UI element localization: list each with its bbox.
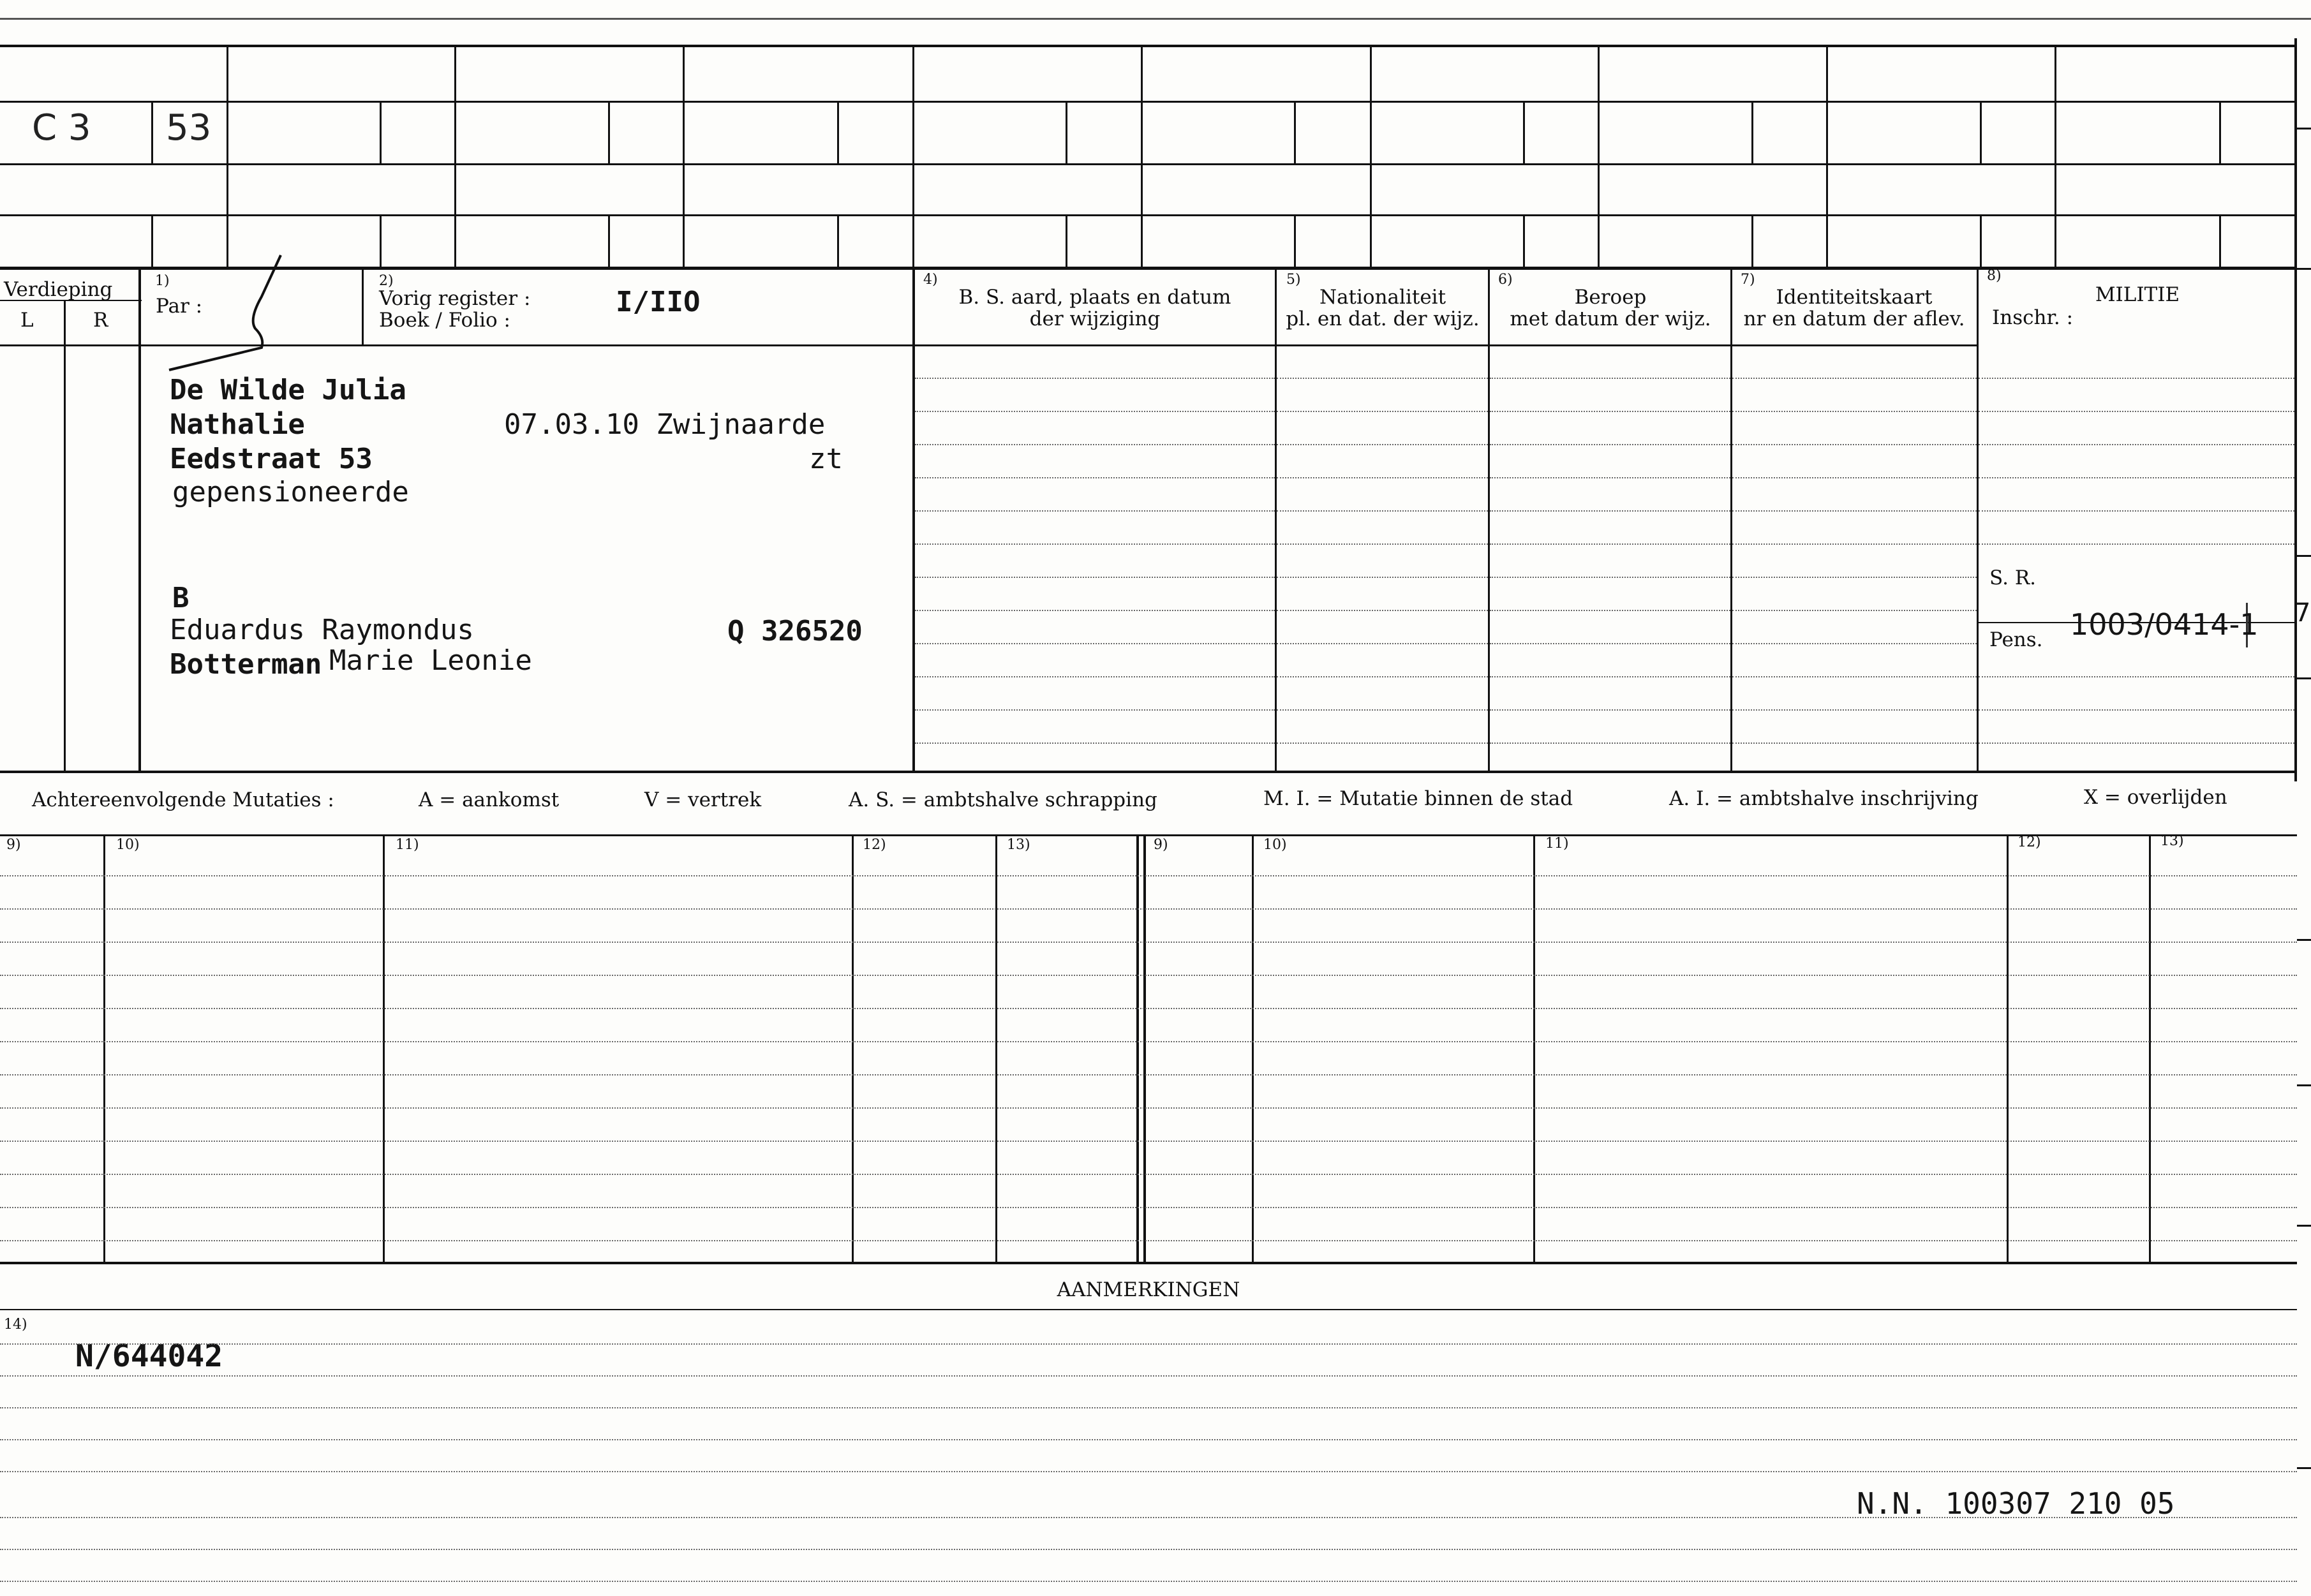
identiteitskaart-line1: Identiteitskaart (1776, 286, 1933, 309)
field-number-1: 1) (155, 273, 170, 289)
par-label: Par : (156, 295, 203, 318)
birth-date-place: 07.03.10 Zwijnaarde (504, 408, 826, 441)
mutation-col-12-left: 12) (863, 837, 886, 853)
parents-marker: B (172, 582, 189, 614)
mutation-col-10-right: 10) (1263, 837, 1287, 853)
mutation-legend-v: V = vertrek (644, 788, 762, 811)
grid-cell-section: C 3 (32, 107, 91, 149)
identiteitskaart-line2: nr en datum der aflev. (1743, 307, 1965, 330)
id-code: Q 326520 (727, 615, 863, 647)
mutation-col-9-left: 9) (6, 837, 21, 853)
address-code: zt (809, 443, 843, 475)
sr-label: S. R. (1989, 566, 2037, 589)
bs-header-line1: B. S. aard, plaats en datum (958, 286, 1231, 309)
beroep-line1: Beroep (1574, 286, 1647, 309)
field-number-5: 5) (1286, 272, 1301, 288)
mutation-col-12-right: 12) (2017, 834, 2041, 850)
mother-surname: Botterman (170, 648, 322, 681)
militie-label: MILITIE (2095, 283, 2180, 306)
mutation-col-10-left: 10) (116, 837, 140, 853)
mutation-legend-x: X = overlijden (2084, 786, 2227, 809)
address-line: Eedstraat 53 (170, 443, 373, 475)
field-number-8: 8) (1987, 268, 2002, 284)
pens-label: Pens. (1989, 628, 2043, 651)
remarks-title: AANMERKINGEN (1057, 1278, 1240, 1301)
nationaliteit-line1: Nationaliteit (1319, 286, 1446, 309)
top-edge-line (0, 18, 2311, 20)
mother-given-names: Marie Leonie (329, 644, 532, 677)
handwritten-stroke-icon (160, 252, 287, 380)
person-name-line: De Wilde Julia (170, 374, 406, 406)
mutations-title: Achtereenvolgende Mutaties : (32, 788, 334, 811)
nationaliteit-line2: pl. en dat. der wijz. (1286, 307, 1480, 330)
mutation-legend-as: A. S. = ambtshalve schrapping (849, 788, 1157, 811)
grid-cell-house-number: 53 (166, 107, 212, 149)
national-number: N.N. 100307 210 05 (1857, 1486, 2175, 1521)
mutation-col-13-left: 13) (1007, 837, 1030, 853)
mutation-col-9-right: 9) (1154, 837, 1168, 853)
pens-value: 1003/0414-1 (2070, 607, 2259, 642)
beroep-line2: met datum der wijz. (1510, 307, 1711, 330)
mutation-legend-ai: A. I. = ambtshalve inschrijving (1669, 787, 1979, 810)
field-number-6: 6) (1498, 272, 1513, 288)
col-l-label: L (20, 309, 34, 332)
boek-folio-label: Boek / Folio : (379, 309, 510, 332)
field-number-4: 4) (923, 272, 938, 288)
occupation-line: gepensioneerde (172, 476, 409, 508)
field-number-2: 2) (379, 273, 394, 289)
mutation-col-11-right: 11) (1545, 836, 1569, 852)
field-number-14: 14) (4, 1317, 27, 1333)
field-number-7: 7) (1741, 272, 1755, 288)
father-name: Eduardus Raymondus (170, 614, 474, 646)
inschr-label: Inschr. : (1992, 306, 2074, 329)
person-given-name: Nathalie (170, 408, 305, 441)
bs-header-line2: der wijziging (1029, 307, 1161, 330)
mutation-col-13-right: 13) (2160, 833, 2184, 849)
mutation-col-11-left: 11) (396, 837, 419, 853)
remarks-code: N/644042 (75, 1338, 223, 1374)
verdieping-label: Verdieping (4, 278, 113, 301)
mutation-legend-a: A = aankomst (419, 788, 560, 811)
pens-suffix: 7 (2294, 598, 2311, 628)
col-r-label: R (93, 309, 108, 332)
vorig-register-label: Vorig register : (379, 287, 531, 310)
mutation-legend-mi: M. I. = Mutatie binnen de stad (1263, 787, 1573, 810)
register-value: I/IIO (616, 286, 701, 318)
